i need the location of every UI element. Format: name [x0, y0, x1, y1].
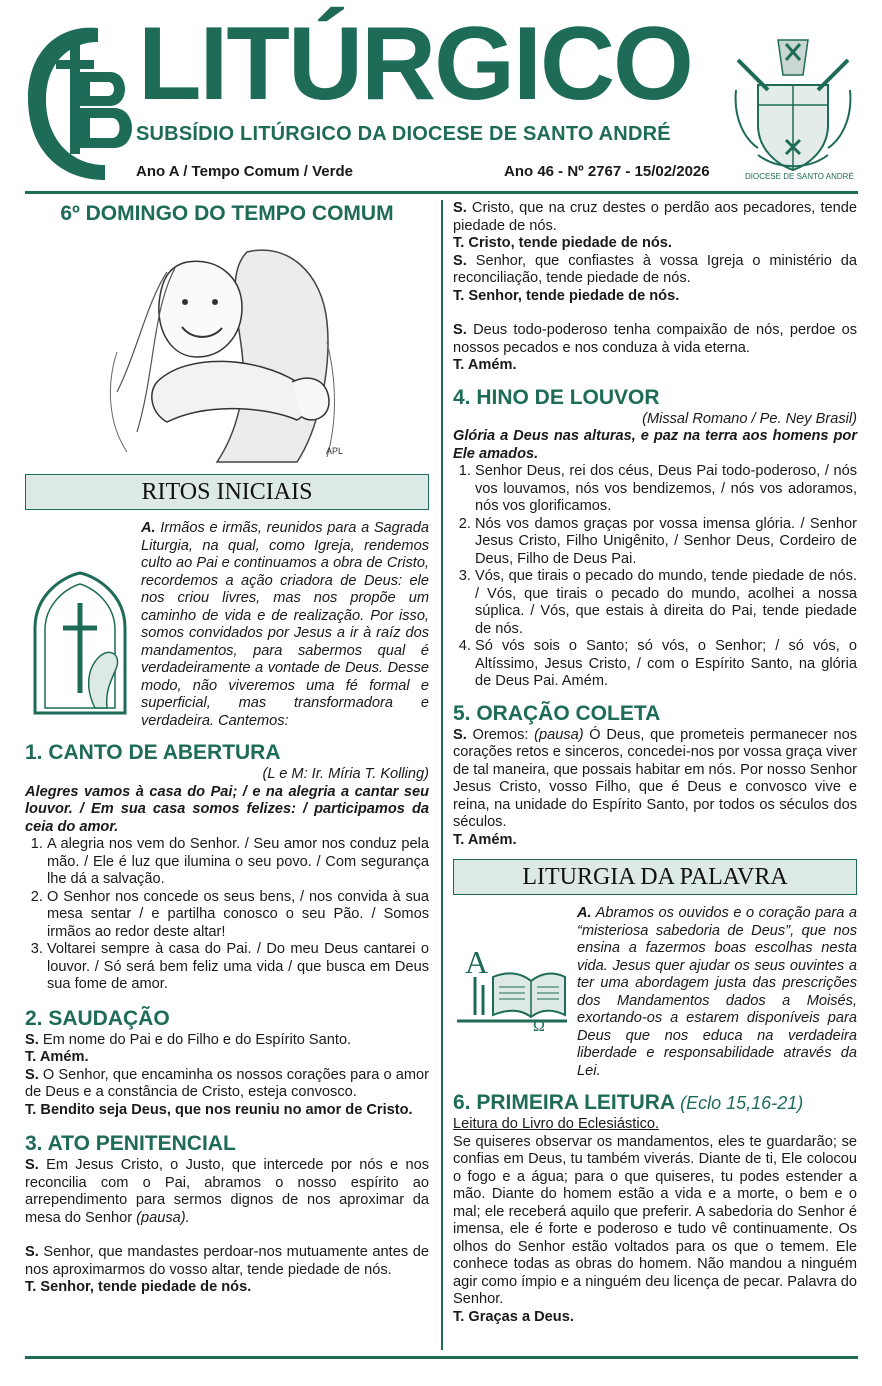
primeira-leitura-title	[453, 1090, 857, 1116]
saudacao-response: T. Bendito seja Deus, que nos reuniu no amor de Cristo.	[25, 1101, 413, 1118]
liturgico-logo-icon	[20, 20, 138, 190]
embrace-illustration-icon	[97, 232, 357, 464]
penitencial-line	[453, 253, 857, 288]
liturgical-season: Ano A / Tempo Comum / Verde	[136, 163, 353, 180]
liturgia-intro	[453, 905, 857, 1080]
speaker-s: S.	[25, 1157, 39, 1173]
issue-number-date: Ano 46 - Nº 2767 - 15/02/2026	[504, 163, 710, 180]
speaker-s: S.	[453, 726, 467, 743]
hino-louvor-title: 4. HINO DE LOUVOR	[453, 385, 660, 409]
embrace-illustration	[97, 232, 357, 464]
speaker-s: S.	[25, 1066, 39, 1083]
hino-louvor-credit: (Missal Romano / Pe. Ney Brasil)	[642, 410, 857, 427]
gothic-window-hands-icon	[25, 568, 135, 718]
coleta-text-b: Ó Deus, que prometeis permanecer nos corações retos e sinceros, concedei-nos por vossa graça viver de tal maneira, que possais habitar em nós. Por nosso Senhor Jesus Cristo, vosso Filho, que é Deus e convosco vive e reina, na unidade do Espírito Santo, por todos os séculos dos séculos.	[453, 726, 857, 830]
primeira-leitura-text: Se quiseres observar os mandamentos, eles te guardarão; se confias em Deus, tu também viverás. Diante de ti, Ele colocou o fogo e a água; para o que quiseres, tu podes estender a mão. Diante do homem estão a vida e a morte, o bem e o mal; ele receberá aquilo que preferir. A sabedoria do Senhor é imensa, ele é forte e poderoso e tudo vê continuamente. Os olhos do Senhor estão voltados para os que o temem. Ele conhece todas as obras do homem. Não mandou a ninguém agir como ímpio e a ninguém deu licença de pecar. Palavra do Senhor.	[453, 1133, 857, 1307]
liturgia-intro-art	[453, 905, 571, 1080]
oracao-coleta-response: T. Amém.	[453, 831, 517, 848]
top-divider	[25, 191, 858, 194]
bottom-divider	[25, 1356, 858, 1359]
oracao-coleta-title: 5. ORAÇÃO COLETA	[453, 701, 661, 725]
masthead-title: LITÚRGICO	[138, 6, 692, 122]
speaker-a: A.	[577, 905, 592, 921]
saudacao-response: T. Amém.	[25, 1049, 89, 1065]
coat-caption: DIOCESE DE SANTO ANDRÉ	[745, 172, 854, 181]
masthead	[0, 0, 882, 195]
hino-louvor-refrain: Glória a Deus nas alturas, e paz na terra aos homens por Ele amados.	[453, 428, 857, 462]
ritos-intro-text: Irmãos e irmãs, reunidos para a Sagrada Liturgia, na qual, como Igreja, rendemos culto ao Pai e continuamos a obra de Cristo, recordemos a ação criadora de Deus: ele nos criou livres, mas nos propõe um caminho de vida e de realização. Por isso, somos convidados por Jesus a ir à raíz dos mandamentos, para sabermos qual é verdadeiramente a vontade de Deus. Desse modo, não viveremos uma fé formal e superficial, mas transformadora e verdadeira. Cantemos:	[141, 520, 429, 729]
canto-abertura-credit: (L e M: Ir. Míria T. Kolling)	[262, 766, 429, 782]
column-divider	[441, 200, 443, 1350]
penitencial-text: Senhor, que confiastes à vossa Igreja o ministério da reconciliação, tende piedade de nós.	[453, 252, 857, 286]
penitencial-response: T. Senhor, tende piedade de nós.	[25, 1279, 252, 1295]
right-column	[453, 200, 857, 1326]
liturgia-intro-paragraph	[577, 905, 857, 1080]
absolution-response: T. Amém.	[453, 357, 517, 373]
masthead-subtitle: SUBSÍDIO LITÚRGICO DA DIOCESE DE SANTO ANDRÉ	[136, 123, 671, 145]
saudacao-title: 2. SAUDAÇÃO	[25, 1006, 170, 1030]
speaker-s: S.	[25, 1244, 39, 1260]
left-column	[25, 200, 429, 1297]
verse: 4. Só vós sois o Santo; só vós, o Senhor; / só vós, o Altíssimo, Jesus Cristo, / com o Espírito Santo, na glória de Deus Pai. Amém.	[475, 638, 857, 691]
saudacao-text: Em nome do Pai e do Filho e do Espírito Santo.	[38, 1031, 352, 1048]
canto-abertura-verses	[25, 836, 429, 994]
penitencial-text: Cristo, que na cruz destes o perdão aos pecadores, tende piedade de nós.	[453, 200, 857, 234]
liturgia-intro-text: Abramos os ouvidos e o coração para a “misteriosa sabedoria de Deus”, que nos ensina a fazermos boas escolhas nesta vida. Jesus quer ajudar os seus ouvintes a ter uma abordagem justa das prescrições dos Mandamentos dados a Moisés, exortando-os a estarem disponíveis para Deus que nos educa na verdadeira liberdade e responsabilidade através da Lei.	[577, 905, 857, 1079]
penitencial-line	[453, 200, 857, 235]
svg-text:Ω: Ω	[533, 1018, 545, 1032]
verse: 3. Vós, que tirais o pecado do mundo, tende piedade de nós. / Vós, que tirais o pecado do mundo, acolhei a nossa súplica. / Vós, que estais à direita do Pai, tende piedade de nós.	[475, 568, 857, 638]
saudacao-line	[25, 1067, 429, 1102]
verse: 2. O Senhor nos concede os seus bens, / nos convida à sua mesa sentar / e partilha conosco o seu Pão. / Somos irmãos ao redor deste altar!	[47, 889, 429, 942]
penitencial-response: T. Cristo, tende piedade de nós.	[453, 235, 672, 251]
primeira-leitura-response: T. Graças a Deus.	[453, 1308, 574, 1325]
ritos-intro-art	[25, 520, 135, 730]
speaker-s: S.	[453, 252, 467, 269]
diocese-coat-of-arms-icon	[728, 30, 858, 185]
ritos-intro-paragraph	[141, 520, 429, 730]
hino-louvor-verses	[453, 463, 857, 691]
penitencial-text: Em Jesus Cristo, o Justo, que intercede por nós e nos reconcilia com o Pai, abramos o nosso espírito ao arrependimento para sermos dignos de nos aproximar da mesa do Senhor	[25, 1157, 429, 1226]
ritos-iniciais-banner: RITOS INICIAIS	[25, 474, 429, 510]
speaker-s: S.	[453, 200, 467, 216]
sunday-heading: 6º DOMINGO DO TEMPO COMUM	[60, 202, 394, 225]
illustration-signature: APL	[325, 445, 343, 456]
penitencial-response: T. Senhor, tende piedade de nós.	[453, 287, 680, 304]
verse: 3. Voltarei sempre à casa do Pai. / Do meu Deus cantarei o louvor. / Só será bem feliz uma vida / que busca em Deus sua fome de amor.	[47, 941, 429, 994]
speaker-a: A.	[141, 520, 156, 536]
primeira-leitura-reference: (Eclo 15,16-21)	[680, 1093, 804, 1113]
alpha-omega-book-icon	[453, 937, 571, 1032]
svg-text:A: A	[465, 944, 489, 980]
primeira-leitura-source: Leitura do Livro do Eclesiástico.	[453, 1116, 660, 1132]
pause-note: (pausa)	[534, 726, 584, 743]
penitencial-line	[25, 1244, 429, 1279]
absolution-text: Deus todo-poderoso tenha compaixão de nós, perdoe os nossos pecados e nos conduza à vida eterna.	[453, 322, 857, 356]
liturgia-palavra-banner: LITURGIA DA PALAVRA	[453, 859, 857, 895]
verse: 2. Nós vos damos graças por vossa imensa glória. / Senhor Jesus Cristo, Filho Unigênito, / Senhor Deus, Cordeiro de Deus, Filho de Deus Pai.	[475, 516, 857, 569]
coleta-text-a: Oremos:	[466, 726, 535, 743]
verse: 1. Senhor Deus, rei dos céus, Deus Pai todo-poderoso, / nós vos louvamos, nós vos bendizemos, / nós vos adoramos, nós vos glorificamos.	[475, 463, 857, 516]
ato-penitencial-title: 3. ATO PENITENCIAL	[25, 1132, 236, 1155]
ritos-intro	[25, 520, 429, 730]
canto-abertura-refrain: Alegres vamos à casa do Pai; / e na alegria a cantar seu louvor. / Em sua casa somos felizes: / participamos da ceia do amor.	[25, 783, 429, 835]
primeira-leitura-label: 6. PRIMEIRA LEITURA	[453, 1091, 675, 1114]
verse: 1. A alegria nos vem do Senhor. / Seu amor nos conduz pela mão. / Ele é luz que ilumina o seu povo. / Com segurança lhe dá a salvação.	[47, 836, 429, 889]
speaker-s: S.	[25, 1031, 39, 1048]
canto-abertura-title: 1. CANTO DE ABERTURA	[25, 741, 281, 764]
oracao-coleta-text	[453, 727, 857, 832]
absolution-line	[453, 322, 857, 357]
penitencial-line	[25, 1157, 429, 1227]
pause-note: (pausa).	[136, 1209, 190, 1226]
saudacao-text: O Senhor, que encaminha os nossos corações para o amor de Deus e a constância de Cristo, esteja convosco.	[25, 1066, 429, 1100]
speaker-s: S.	[453, 322, 467, 338]
penitencial-text: Senhor, que mandastes perdoar-nos mutuamente antes de nos aproximarmos do vosso altar, tende piedade de nós.	[25, 1244, 429, 1278]
saudacao-line	[25, 1032, 429, 1050]
